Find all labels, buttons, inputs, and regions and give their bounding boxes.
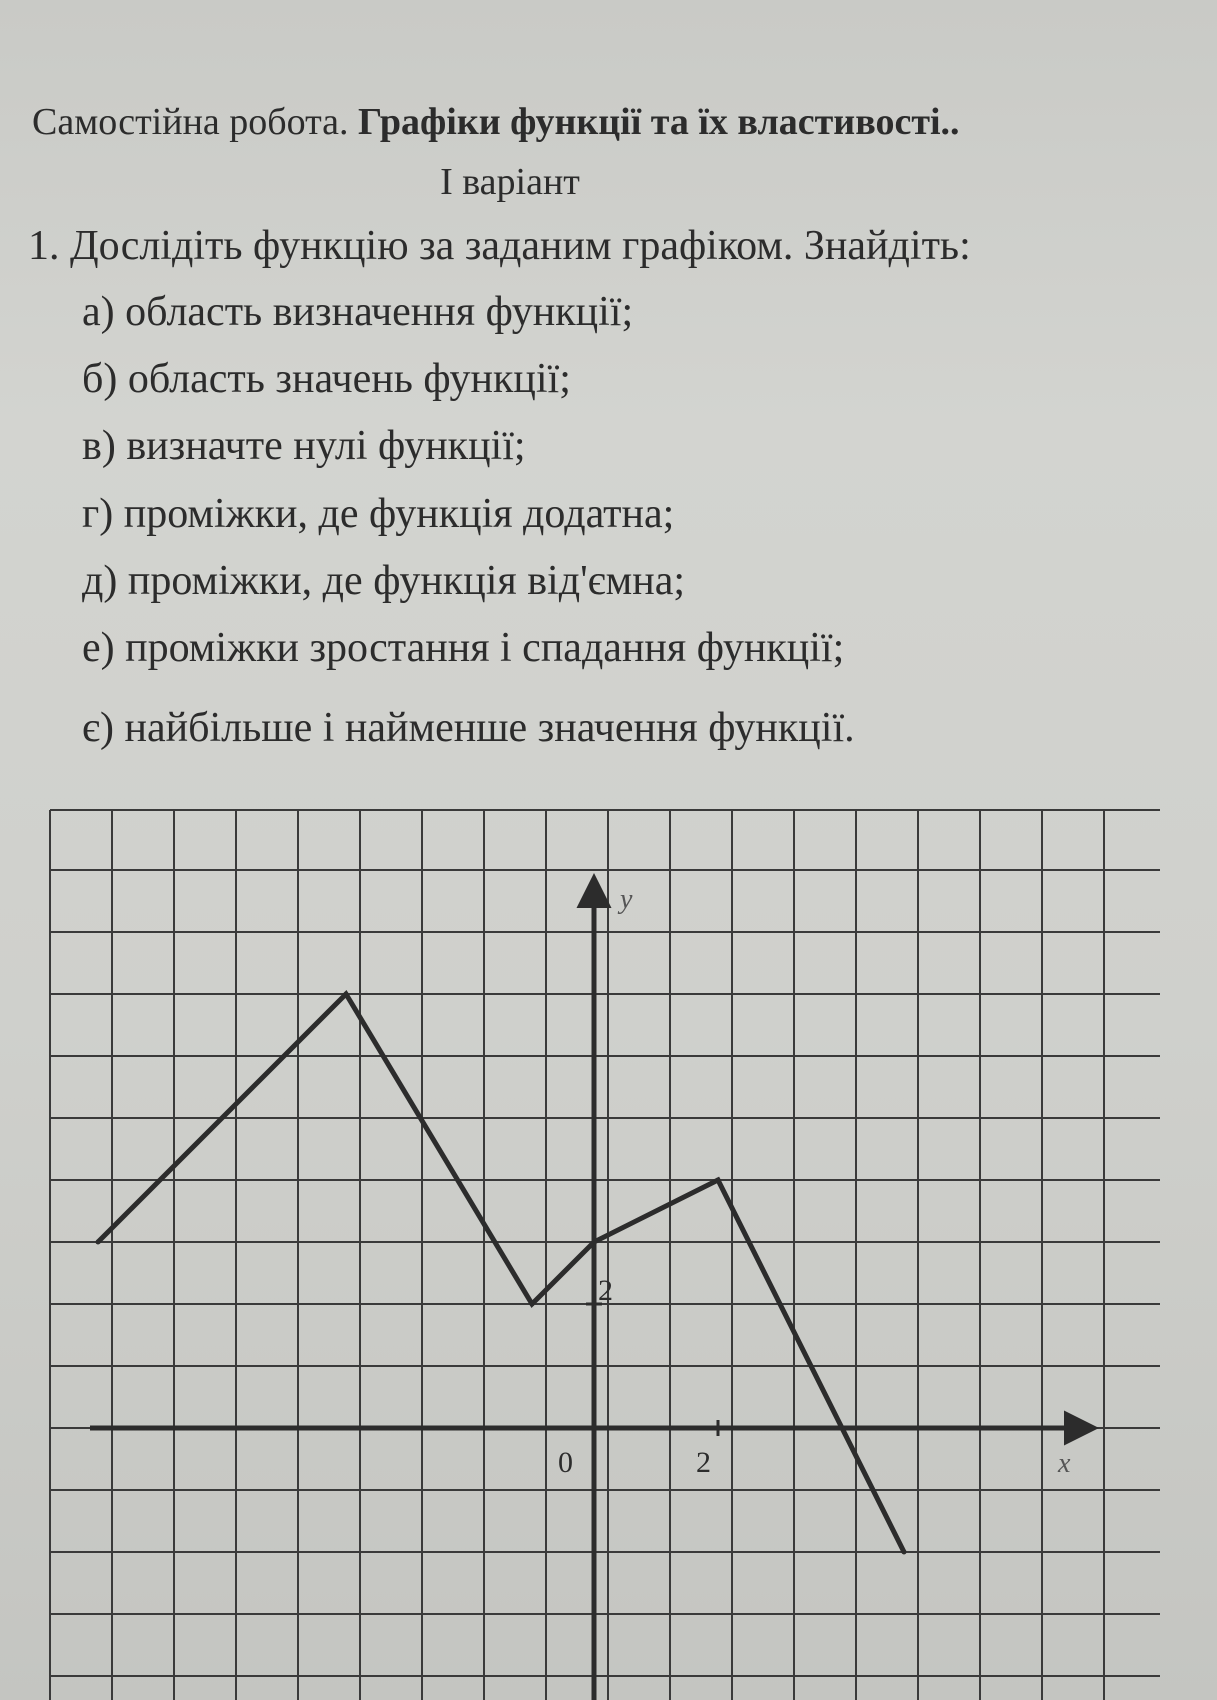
function-line: [98, 994, 904, 1552]
title-prefix: Самостійна робота.: [32, 101, 349, 143]
y-axis-label: y: [620, 884, 633, 915]
y-tick-label-2: 2: [598, 1274, 613, 1307]
data-point: [902, 1550, 907, 1555]
task-item-b: б) область значень функції;: [82, 356, 571, 402]
data-point: [592, 1240, 597, 1245]
data-point: [96, 1240, 101, 1245]
grid: [50, 810, 1160, 1700]
task-item-g: є) найбільше і найменше значення функції.: [82, 705, 855, 751]
task-heading: 1. Дослідіть функцію за заданим графіком. Знайдіть:: [28, 223, 971, 269]
variant-label: І варіант: [440, 161, 580, 203]
task-item-f: е) проміжки зростання і спадання функції;: [82, 625, 845, 671]
data-point: [344, 992, 349, 997]
task-item-a: а) область визначення функції;: [82, 289, 634, 335]
origin-label: 0: [558, 1446, 573, 1479]
data-point: [716, 1178, 721, 1183]
plot-area: [96, 992, 907, 1555]
title-topic: Графіки функції та їх властивості..: [358, 101, 960, 143]
x-axis-label: x: [1058, 1448, 1071, 1479]
axes: [90, 880, 1092, 1700]
task-item-c: в) визначте нулі функції;: [82, 423, 526, 469]
task-item-e: д) проміжки, де функція від'ємна;: [82, 558, 686, 604]
data-point: [840, 1426, 845, 1431]
x-tick-label-2: 2: [696, 1446, 711, 1479]
task-item-d: г) проміжки, де функція додатна;: [82, 491, 675, 537]
data-point: [530, 1302, 535, 1307]
